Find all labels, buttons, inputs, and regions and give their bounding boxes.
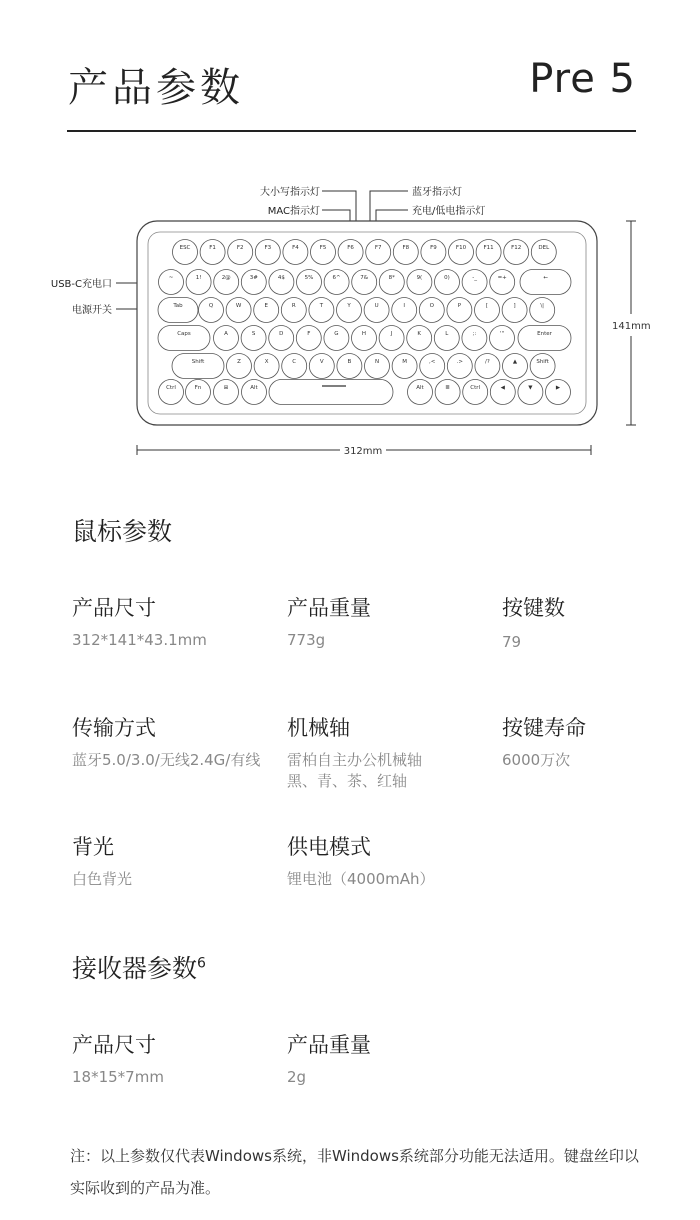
page-title: 产品参数 xyxy=(68,65,244,111)
key xyxy=(242,380,267,405)
key-label: B xyxy=(347,359,352,365)
key-label: L xyxy=(445,331,449,337)
key xyxy=(241,270,266,295)
callout-usb: USB-C充电口 xyxy=(50,279,112,290)
key-label: 1! xyxy=(195,275,202,281)
receiver-section-title xyxy=(72,949,206,985)
key-label: F7 xyxy=(374,245,382,251)
key-label: [ xyxy=(485,303,489,309)
key-label: 4$ xyxy=(277,275,285,281)
key xyxy=(366,240,391,265)
key xyxy=(531,240,556,265)
key-label: F4 xyxy=(292,245,299,251)
key-label: F9 xyxy=(430,245,437,251)
key-label: ~ xyxy=(168,275,174,281)
key-label: ≣ xyxy=(445,385,450,391)
key xyxy=(173,240,198,265)
key-label: E xyxy=(264,303,268,309)
key xyxy=(408,380,433,405)
key xyxy=(337,298,362,323)
width-dimension-label: 312mm xyxy=(343,446,383,457)
spec-value: 312*141*43.1mm xyxy=(72,631,207,649)
key xyxy=(226,298,251,323)
key xyxy=(476,240,501,265)
key-label: DEL xyxy=(538,245,550,251)
key xyxy=(297,270,322,295)
key xyxy=(546,380,571,405)
key xyxy=(447,298,472,323)
key xyxy=(254,298,279,323)
key xyxy=(462,326,487,351)
key xyxy=(502,298,527,323)
key-label: ESC xyxy=(179,245,191,251)
key-label: C xyxy=(292,359,297,365)
key-label: Alt xyxy=(250,385,258,391)
key-label: Enter xyxy=(537,331,552,337)
key xyxy=(518,380,543,405)
key-label: 2@ xyxy=(221,275,231,281)
key-label: T xyxy=(319,303,324,309)
key-space xyxy=(269,380,393,405)
key xyxy=(255,240,280,265)
key-label: A xyxy=(224,331,228,337)
receiver-title-text: 接收器参数 xyxy=(72,954,198,983)
key xyxy=(352,326,377,351)
spec-label: 产品尺寸 xyxy=(72,1033,156,1057)
key xyxy=(309,354,334,379)
key xyxy=(159,270,184,295)
key-label: 6^ xyxy=(332,275,341,281)
key xyxy=(463,380,488,405)
spec-value: 18*15*7mm xyxy=(72,1068,164,1086)
spec-label: 传输方式 xyxy=(72,716,156,740)
brand-logo: Pre 5 xyxy=(529,56,636,102)
key-caps xyxy=(158,326,210,351)
key-label: -_ xyxy=(472,275,477,281)
key-label: Q xyxy=(208,303,214,309)
key-label: F2 xyxy=(236,245,244,251)
key xyxy=(283,240,308,265)
key xyxy=(364,298,389,323)
key xyxy=(530,354,555,379)
header-divider xyxy=(67,130,636,132)
key-label: K xyxy=(417,331,422,337)
spec-value: 6000万次 xyxy=(502,751,571,769)
key xyxy=(435,380,460,405)
key-label: 9( xyxy=(416,275,423,281)
key xyxy=(449,240,474,265)
key-label: F12 xyxy=(511,245,522,251)
spec-label: 产品重量 xyxy=(287,1033,371,1057)
key xyxy=(228,240,253,265)
key xyxy=(490,380,515,405)
key xyxy=(281,298,306,323)
key-label: F3 xyxy=(264,245,272,251)
key-label: ,< xyxy=(429,359,436,365)
key xyxy=(186,270,211,295)
key xyxy=(530,298,555,323)
key xyxy=(462,270,487,295)
key-label: Alt xyxy=(416,385,424,391)
key-label: F5 xyxy=(319,245,327,251)
key xyxy=(407,270,432,295)
key xyxy=(447,354,472,379)
spec-label: 产品尺寸 xyxy=(72,596,156,620)
key-label: F11 xyxy=(483,245,494,251)
key xyxy=(214,270,239,295)
key-label: \| xyxy=(540,303,545,309)
key-label: 3# xyxy=(249,275,258,281)
key-backspace xyxy=(520,270,571,295)
spec-label: 产品重量 xyxy=(287,596,371,620)
spec-value: 白色背光 xyxy=(72,870,133,888)
key-label: Z xyxy=(237,359,241,365)
spec-value: 蓝牙5.0/3.0/无线2.4G/有线 xyxy=(72,751,261,769)
spec-label: 按键数 xyxy=(502,596,565,620)
spec-value: 773g xyxy=(287,631,326,649)
key xyxy=(309,298,334,323)
key-label: ⊞ xyxy=(223,385,229,391)
key xyxy=(379,326,404,351)
spec-label: 按键寿命 xyxy=(502,716,586,740)
key-label: F8 xyxy=(402,245,410,251)
key-label: ▲ xyxy=(512,359,518,365)
key-label: N xyxy=(374,359,380,365)
spec-label: 背光 xyxy=(72,835,114,859)
key-label: '" xyxy=(499,331,505,337)
key-label: Fn xyxy=(194,385,202,391)
key xyxy=(200,240,225,265)
key-label: ◀ xyxy=(500,385,505,391)
key-label: Ctrl xyxy=(470,385,481,391)
key-label: F6 xyxy=(347,245,354,251)
height-dimension-label: 141mm xyxy=(612,321,651,332)
key xyxy=(214,380,239,405)
key xyxy=(199,298,224,323)
key xyxy=(269,270,294,295)
key xyxy=(214,326,239,351)
key-label: ;: xyxy=(472,331,477,337)
mouse-section-title: 鼠标参数 xyxy=(72,517,173,546)
key-label: 7& xyxy=(360,275,369,281)
key-label: 0) xyxy=(444,275,450,281)
key xyxy=(475,354,500,379)
key-label: F xyxy=(307,331,311,337)
spec-value: 锂电池（4000mAh） xyxy=(287,870,435,888)
key-label: F10 xyxy=(455,245,467,251)
key-label: .> xyxy=(456,359,463,365)
callout-bt: 蓝牙指示灯 xyxy=(412,187,462,198)
key-label: ← xyxy=(543,275,548,281)
key-label: F1 xyxy=(209,245,216,251)
key-label: O xyxy=(429,303,434,309)
callout-mac: MAC指示灯 xyxy=(267,206,320,217)
key-label: Shift xyxy=(191,359,205,365)
footnote-text: 注：以上参数仅代表Windows系统，非Windows系统部分功能无法适用。键盘丝印以实际收到的产品为准。 xyxy=(70,1147,639,1197)
key xyxy=(490,326,515,351)
callout-power: 电源开关 xyxy=(72,305,112,316)
key-label: G xyxy=(334,331,339,337)
key-label: Tab xyxy=(173,303,183,309)
key-label: V xyxy=(319,359,324,365)
key-label: R xyxy=(291,303,296,309)
spec-label: 机械轴 xyxy=(287,716,350,740)
key-label: /? xyxy=(485,359,490,365)
key xyxy=(503,354,528,379)
key xyxy=(269,326,294,351)
key xyxy=(392,298,417,323)
key xyxy=(311,240,336,265)
key-label: Y xyxy=(347,303,351,309)
callout-caps: 大小写指示灯 xyxy=(260,187,320,198)
key xyxy=(254,354,279,379)
key xyxy=(186,380,211,405)
key-label: X xyxy=(264,359,269,365)
key-label: I xyxy=(403,303,406,309)
key xyxy=(490,270,515,295)
key-label: W xyxy=(235,303,242,309)
key-label: ▶ xyxy=(555,385,561,391)
key-label: 8* xyxy=(388,275,395,281)
key xyxy=(241,326,266,351)
key xyxy=(337,354,362,379)
key xyxy=(393,240,418,265)
spec-value: 79 xyxy=(502,633,522,651)
key-label: J xyxy=(390,331,393,337)
key-label: =+ xyxy=(497,275,507,281)
key xyxy=(504,240,529,265)
spec-value-line2: 黑、青、茶、红轴 xyxy=(287,772,408,790)
footnote-mark: 6 xyxy=(197,955,206,972)
key-label: P xyxy=(457,303,462,309)
key xyxy=(419,298,444,323)
key xyxy=(475,298,500,323)
key-label: Shift xyxy=(536,359,549,365)
key xyxy=(227,354,252,379)
keyboard-diagram xyxy=(0,180,700,460)
key xyxy=(379,270,404,295)
key xyxy=(420,354,445,379)
key xyxy=(159,380,184,405)
key-shift-left xyxy=(172,354,224,379)
key xyxy=(421,240,446,265)
key xyxy=(407,326,432,351)
spec-value: 雷柏自主办公机械轴 xyxy=(287,751,423,769)
key xyxy=(392,354,417,379)
key-label: S xyxy=(251,331,256,337)
spec-value: 2g xyxy=(287,1068,307,1086)
key-label: 5% xyxy=(304,275,314,281)
key xyxy=(324,270,349,295)
key-label: D xyxy=(279,331,284,337)
key-label: H xyxy=(361,331,367,337)
key-label: ] xyxy=(513,303,516,309)
key xyxy=(324,326,349,351)
callout-charge: 充电/低电指示灯 xyxy=(412,206,486,217)
key xyxy=(435,270,460,295)
key xyxy=(282,354,307,379)
key-label: M xyxy=(402,359,407,365)
key xyxy=(434,326,459,351)
key xyxy=(296,326,321,351)
key-label: Caps xyxy=(177,331,191,337)
key-enter xyxy=(518,326,571,351)
key xyxy=(338,240,363,265)
key xyxy=(365,354,390,379)
key-tab xyxy=(158,298,198,323)
key-label: U xyxy=(374,303,379,309)
spec-label: 供电模式 xyxy=(287,835,371,859)
key-label: ▼ xyxy=(528,385,533,391)
key-label: Ctrl xyxy=(166,385,176,391)
key xyxy=(352,270,377,295)
